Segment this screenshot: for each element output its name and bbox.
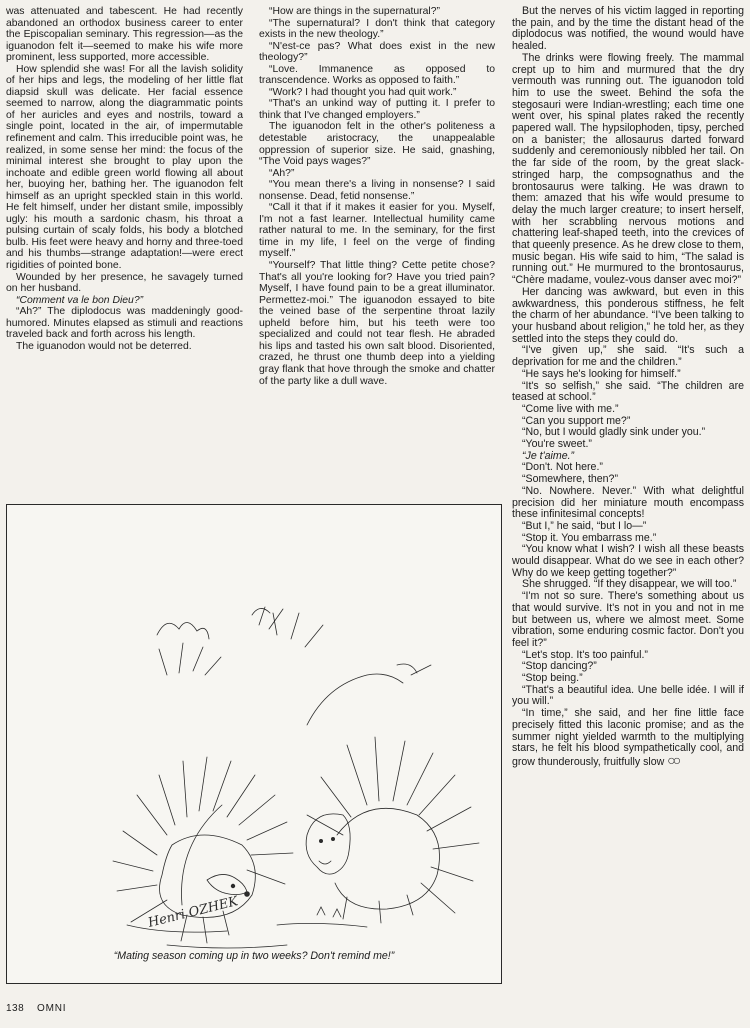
paragraph: “Stop being.” (522, 672, 583, 685)
page-number: 138 (6, 1003, 25, 1014)
french-line: “Comment va le bon Dieu?” (16, 294, 144, 306)
paragraph: “Don't. Not here.” (522, 461, 603, 474)
paragraph: “You know what I wish? I wish all these beasts would disappear. What do we see in each other? Why do we keep getting together?” (512, 543, 744, 579)
end-of-story-icon: ○○ (667, 752, 679, 768)
paragraph: “You're sweet.” (522, 438, 592, 451)
paragraph: “It's so selfish,” she said. “The children are teased at school.” (512, 379, 744, 404)
paragraph: But the nerves of his victim lagged in reporting the pain, and by the time the distant head of the diplodocus was notified, the wound would have healed. (512, 5, 744, 53)
paragraph: “You mean there's a living in nonsense? I said nonsense. Dead, fetid nonsense.” (259, 179, 495, 202)
paragraph: was attenuated and tabescent. He had recently abandoned an orthodox business career to enter the Episcopalian seminary. This regression—as the iguanodon felt it—seemed to make his wife more prominent, less supported, more accessible. (6, 6, 243, 64)
paragraph: “Come live with me.” (522, 402, 619, 415)
paragraph: “How are things in the supernatural?” (269, 6, 440, 17)
paragraph: “No, but I would gladly sink under you.” (522, 426, 706, 439)
paragraph: “Love. Immanence as opposed to transcendence. Works as opposed to faith.” (259, 63, 495, 87)
paragraph: “Call it that if it makes it easier for you. Myself, I'm not a fast learner. Intellectual humility came rather natural to me. In the seminary, for the first time in my life, I feel on the verge of finding myself.” (259, 202, 495, 260)
paragraph: “Work? I had thought you had quit work.” (269, 86, 457, 98)
paragraph: “That's an unkind way of putting it. I prefer to think that I've changed employers.” (259, 98, 495, 121)
article-column-1 (6, 6, 243, 352)
article-column-3 (512, 6, 744, 769)
paragraph: “Stop dancing?” (522, 660, 597, 673)
paragraph: “I've given up,” she said. “It's such a deprivation for me and the children.” (512, 344, 744, 369)
magazine-name: OMNI (37, 1003, 67, 1014)
final-sentence: “In time,” she said, and her fine little face precisely fitted this laconic promise; and as the summer night yielded warmth to the multiplying stars, he felt his blood sympathetically cool, and grow thunderously, fruitfully slow (512, 707, 744, 768)
paragraph: How splendid she was! For all the lavish solidity of her hips and legs, the modeling of her little flat diapsid skull was delicate. Her facial essence seemed to narrow, along the diagrammatic points of her auricles and eyes and nostrils, toward a single point, located in the air, of impermutable refinement and calm. This irreducible point was, he realized, in some sense her mind: the focus of the minimal interest she brought to play upon the inchoate and edible green world flowing all about her, buoying her, bathing her. The iguanodon felt himself as an upright speckled stain in this world. He felt himself, under her distant smile, impossibly ugly: his mouth a sardonic chasm, his throat a pulsing curtain of scaly folds, his body a blotched bulb. His feet were heavy and horny and three-toed and his thumbs—strange adaptation!—were erect rigidities of pointed bone. (6, 63, 243, 272)
cartoon-caption: “Mating season coming up in two weeks? Don't remind me!” (113, 950, 395, 962)
paragraph: Wounded by her presence, he savagely turned on her husband. (6, 271, 243, 295)
paragraph: The drinks were flowing freely. The mammal crept up to him and murmured that the dry vermouth was running out. The iguanodon told him to use the sweet. Behind the sofa the stegosauri were Indian-wrestling; each time one went over, his spinal plates raked the recently papered wall. The hypsilophoden, tipsy, perched on a banister; the allosaurus darted forward suddenly and ceremoniously nibbled her tail. On the far side of the room, by the great slack-stringed harp, the compsognathus and the brontosaurus were talking. He was drawn to them: amazed that his wife would presume to delay the much larger creature; to insert herself, with her scrabbling nervous motions and chattering leaf-shaped teeth, into the crevices of that queenly presence. As he drew close to them, music began. His wife said to him, “The salad is running out.” He murmured to the brontosaurus, “Chère madame, voulez-vous danser avec moi?” (512, 51, 744, 287)
paragraph: “Ah?” The diplodocus was maddeningly good-humored. Minutes elapsed as stimuli and reactions traveled back and forth across his length. (6, 306, 243, 341)
paragraph: The iguanodon would not be deterred. (16, 340, 192, 352)
paragraph: “That's a beautiful idea. Une belle idée. I will if you will.” (512, 683, 744, 708)
paragraph: “Ah?” (269, 167, 295, 179)
paragraph: “Somewhere, then?” (522, 473, 618, 486)
paragraph: “Let's stop. It's too painful.” (522, 648, 648, 661)
cartoon-signature: Henri OZHEK (146, 894, 240, 931)
paragraph: “N'est-ce pas? What does exist in the new theology?” (259, 40, 495, 64)
paragraph: “Yourself? That little thing? Cette petite chose? That's all you're looking for? Have you tried pain? Myself, I have found pain to be a great illuminator. Permettez-moi.” The iguanodon essayed to bite the veined base of the serpentine throat lazily upheld before him, but his teeth were too specialized and could not tear flesh. He abraded his lips and tasted his own salt blood. Disoriented, crazed, he thrust one thumb deep into a yielding gray flank that hove through the smoke and chatter of the party like a dull wave. (259, 260, 495, 387)
paragraph (6, 295, 243, 307)
paragraph: Her dancing was awkward, but even in this awkwardness, this ponderous stiffness, he felt the charm of her abundance. “I've been talking to your husband about religion,” he told her, as they settled into the steps they could do. (512, 285, 744, 345)
cartoon-panel (6, 504, 502, 984)
paragraph: She shrugged. “If they disappear, we will too.” (522, 578, 737, 591)
paragraph: “He says he's looking for himself.” (522, 367, 681, 380)
paragraph: “Can you support me?” (522, 414, 631, 427)
paragraph: “The supernatural? I don't think that category exists in the new theology.” (259, 17, 495, 41)
french-line: “Je t'aime.” (522, 449, 575, 462)
paragraph: “Stop it. You embarrass me.” (522, 531, 657, 544)
paragraph: “No. Nowhere. Never.” With what delightful precision did her miniature mouth encompass these infinitesimal concepts! (512, 484, 744, 521)
article-column-2 (259, 6, 495, 387)
cartoon-illustration (7, 505, 501, 983)
paragraph: The iguanodon felt in the other's politeness a detestable aristocracy, the unappealable oppression of superior size. He said, gnashing, “The Void pays wages?” (259, 121, 495, 168)
paragraph: “But I,” he said, “but I lo—” (522, 519, 647, 532)
paragraph: “I'm not so sure. There's something about us that would survive. It's not in you and not in me but between us, where we almost meet. Some vibration, some enduring cosmic factor. Don't you feel it?” (512, 590, 744, 649)
paragraph (512, 708, 744, 769)
